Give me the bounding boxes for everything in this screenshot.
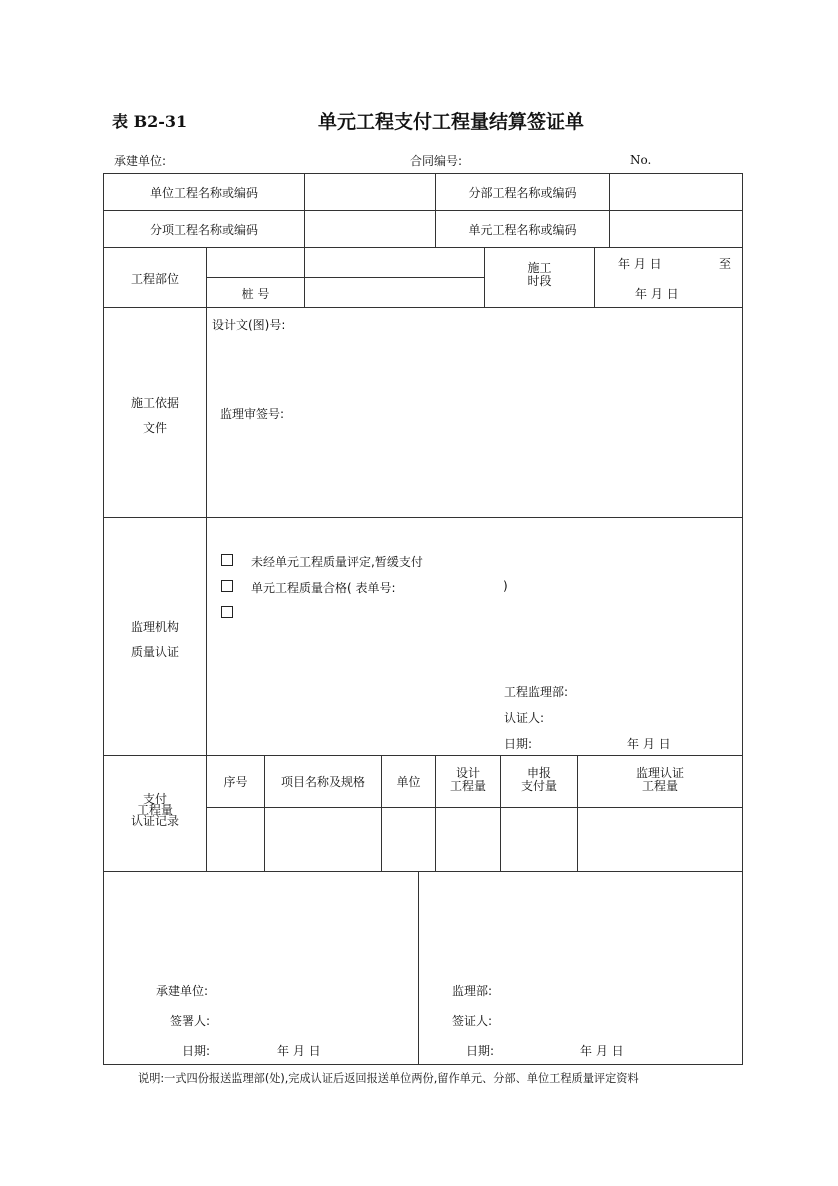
form-number: 表 B2-31: [112, 112, 188, 131]
period-label-line1: 施工: [527, 261, 552, 275]
col-certified-header-line2: 工程量: [641, 779, 678, 793]
basis-label-line2: 文件: [142, 421, 167, 435]
item-project-label: 分项工程名称或编码: [149, 223, 258, 237]
col-certified-header: [578, 767, 742, 793]
station-value[interactable]: [306, 279, 482, 306]
end-date[interactable]: 年 月 日: [635, 287, 679, 301]
col-certified-header-line1: 监理认证: [635, 766, 684, 780]
serial-no-label: No.: [630, 153, 652, 167]
quality-label: [104, 615, 206, 665]
contract-no-label: 合同编号:: [410, 154, 463, 168]
unit-project-label: 单位工程名称或编码: [149, 186, 258, 200]
basis-label: [104, 391, 206, 441]
col-unit-header: 单位: [396, 775, 421, 789]
contractor-date-value[interactable]: 年 月 日: [277, 1044, 321, 1058]
contractor-signer-label: 签署人:: [170, 1014, 211, 1028]
other-checkbox[interactable]: [221, 606, 233, 618]
element-project-value[interactable]: [611, 212, 740, 245]
period-label-line2: 时段: [527, 274, 552, 288]
supervisor-signer-label: 签证人:: [452, 1014, 493, 1028]
col-design-header: [436, 767, 500, 793]
unit-project-value[interactable]: [306, 175, 433, 208]
page-title: 单元工程支付工程量结算签证单: [318, 111, 585, 133]
contractor-date-label: 日期:: [182, 1044, 211, 1058]
to-label: 至: [719, 257, 732, 271]
payment-record-label-line1: 支付: [142, 792, 167, 806]
station-label: 桩 号: [241, 287, 270, 301]
payment-data-row[interactable]: [208, 809, 741, 870]
col-declared-header: [501, 767, 577, 793]
payment-record-label-line3: 认证记录: [130, 814, 179, 828]
qualified-option: 单元工程质量合格( 表单号:: [251, 581, 396, 595]
quality-date-value[interactable]: 年 月 日: [627, 737, 671, 751]
col-design-header-line1: 设计: [455, 766, 480, 780]
quality-label-line2: 质量认证: [130, 645, 179, 659]
supervisor-date-value[interactable]: 年 月 日: [580, 1044, 624, 1058]
col-declared-header-line2: 支付量: [520, 779, 557, 793]
footnote: 说明:一式四份报送监理部(处),完成认证后返回报送单位两份,留作单元、分部、单位工程质量评定资料: [138, 1072, 639, 1085]
quality-date-label: 日期:: [504, 737, 533, 751]
period-label: [485, 262, 594, 288]
supervisor-sign-org-label: 监理部:: [452, 984, 493, 998]
deferred-payment-checkbox[interactable]: [221, 554, 233, 566]
payment-record-label-line2: 工程量: [136, 803, 173, 817]
col-seq-header: 序号: [223, 775, 248, 789]
supervisor-date-label: 日期:: [466, 1044, 495, 1058]
start-date[interactable]: 年 月 日: [618, 257, 662, 271]
certifier-label: 认证人:: [504, 711, 545, 725]
element-project-label: 单元工程名称或编码: [468, 223, 577, 237]
contractor-sign-org-label: 承建单位:: [156, 984, 209, 998]
location-label: 工程部位: [130, 272, 179, 286]
qualified-checkbox[interactable]: [221, 580, 233, 592]
item-project-value[interactable]: [306, 212, 433, 245]
supervision-no-label: 监理审签号:: [220, 407, 285, 421]
qualified-option-close: ): [503, 579, 508, 593]
col-declared-header-line1: 申报: [526, 766, 551, 780]
location-value[interactable]: [306, 249, 482, 276]
quality-label-line1: 监理机构: [130, 620, 179, 634]
col-design-header-line2: 工程量: [449, 779, 486, 793]
basis-label-line1: 施工依据: [130, 396, 179, 410]
design-doc-label: 设计文(图)号:: [212, 318, 286, 332]
supervision-dept-label: 工程监理部:: [504, 685, 569, 699]
deferred-payment-option: 未经单元工程质量评定,暂缓支付: [251, 555, 423, 569]
col-item-header: 项目名称及规格: [280, 775, 365, 789]
division-project-label: 分部工程名称或编码: [468, 186, 577, 200]
contractor-label: 承建单位:: [114, 154, 167, 168]
division-project-value[interactable]: [611, 175, 740, 208]
payment-record-label: [104, 794, 206, 827]
